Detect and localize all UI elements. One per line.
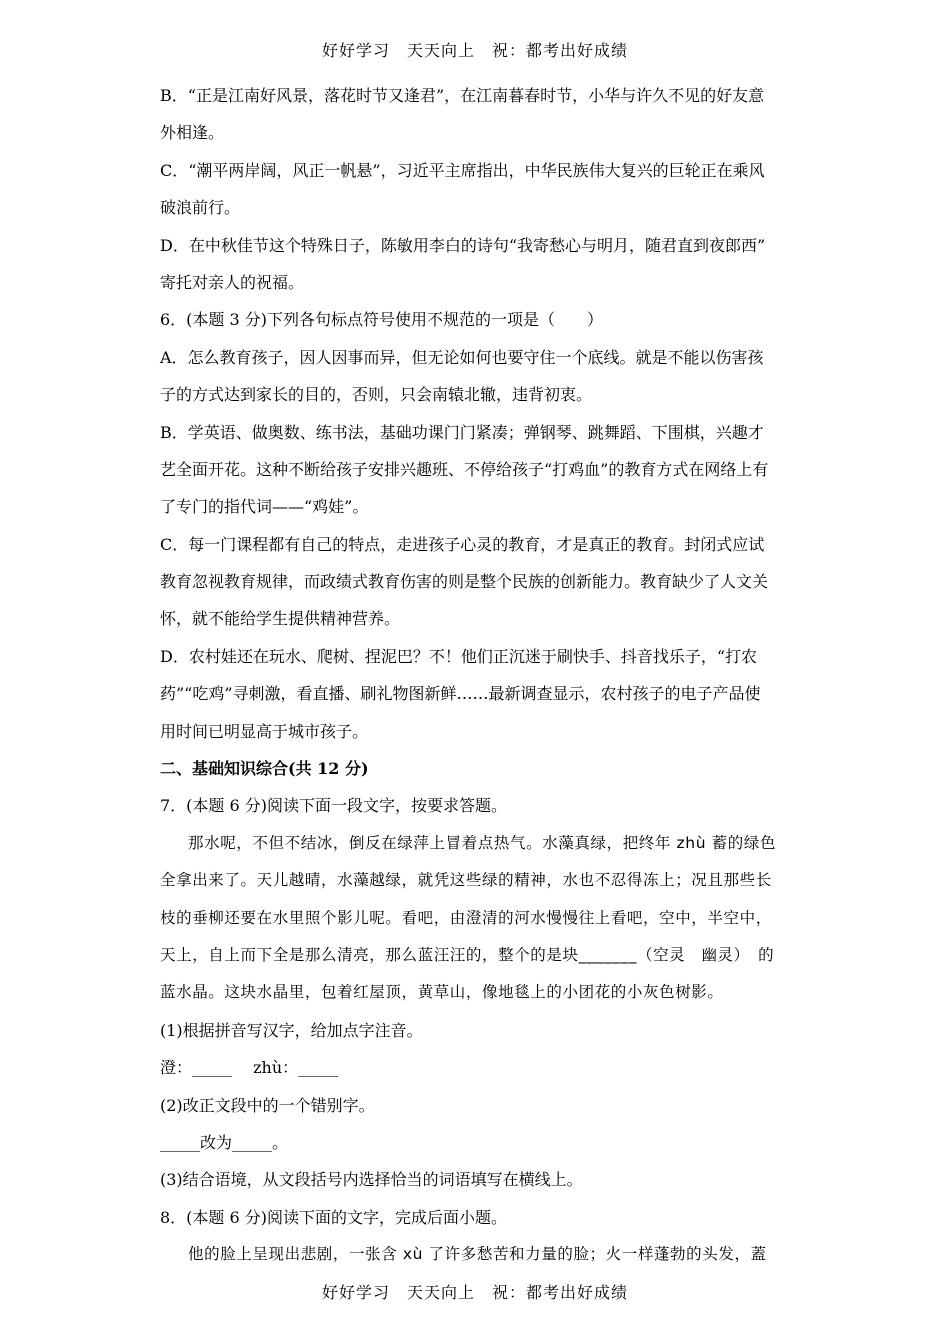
q7-sub-1: (1)根据拼音写汉字，给加点字注音。: [160, 1020, 423, 1040]
option-d-line-1: D．在中秋佳节这个特殊日子，陈敏用李白的诗句“我寄愁心与明月，随君直到夜郎西”: [160, 235, 766, 255]
q7-sub-2-answer-blanks: _____改为_____。: [160, 1132, 289, 1152]
q6-option-c-line-1: C．每一门课程都有自己的特点，走进孩子心灵的教育，才是真正的教育。封闭式应试: [160, 534, 765, 554]
question-6-stem: 6．(本题 3 分)下列各句标点符号使用不规范的一项是（ ）: [160, 310, 604, 330]
option-b-line-1: B．“正是江南好风景，落花时节又逢君”，在江南暮春时节，小华与许久不见的好友意: [160, 86, 765, 105]
passage-line-5: 蓝水晶。这块水晶里，包着红屋顶，黄草山，像地毯上的小团花的小灰色树影。: [160, 983, 724, 1002]
passage-line-1: 那水呢，不但不结冰，倒反在绿萍上冒着点热气。水藻真绿，把终年 zhù 蓄的绿色: [188, 833, 777, 852]
option-d-line-2: 寄托对亲人的祝福。: [160, 272, 305, 292]
section-2-heading: 二、基础知识综合(共 12 分): [160, 759, 369, 779]
q6-option-a-line-2: 子的方式达到家长的目的，否则，只会南辕北辙，违背初衷。: [160, 385, 593, 405]
q6-option-c-line-3: 怀，就不能给学生提供精神营养。: [160, 609, 401, 629]
q6-option-b-line-1: B．学英语、做奥数、练书法，基础功课门门紧凑；弹钢琴、跳舞蹈、下围棋，兴趣才: [160, 422, 764, 442]
passage-line-3: 枝的垂柳还要在水里照个影儿呢。看吧，由澄清的河水慢慢往上看吧，空中，半空中，: [160, 908, 772, 927]
question-8-stem: 8．(本题 6 分)阅读下面的文字，完成后面小题。: [160, 1207, 508, 1227]
option-b-line-2: 外相逢。: [160, 123, 225, 143]
page-header: 好好学习 天天向上 祝：都考出好成绩: [321, 41, 628, 60]
page-content: [160, 77, 800, 1274]
passage-line-4: 天上，自上而下全是那么清亮，那么蓝汪汪的，整个的是块_______（空灵 幽灵） 的: [160, 945, 775, 964]
q6-option-c-line-2: 教育忽视教育规律，而政绩式教育伤害的则是整个民族的创新能力。教育缺少了人文关: [160, 572, 769, 592]
q6-option-d-line-3: 用时间已明显高于城市孩子。: [160, 721, 369, 741]
q6-option-d-line-1: D．农村娃还在玩水、爬树、捏泥巴？不！他们正沉迷于刷快手、抖音找乐子，“打农: [160, 646, 758, 666]
q6-option-b-line-3: 了专门的指代词——“鸡娃”。: [160, 497, 369, 517]
page-footer: 好好学习 天天向上 祝：都考出好成绩: [321, 1283, 628, 1302]
question-7-stem: 7．(本题 6 分)阅读下面一段文字，按要求答题。: [160, 796, 508, 816]
q6-option-a-line-1: A．怎么教育孩子，因人因事而异，但无论如何也要守住一个底线。就是不能以伤害孩: [160, 347, 764, 367]
option-c-line-2: 破浪前行。: [160, 198, 241, 218]
q8-passage-line-1: 他的脸上呈现出悲剧，一张含 xù 了许多愁苦和力量的脸；火一样蓬勃的头发，蓋: [188, 1245, 767, 1264]
q7-sub-3: (3)结合语境，从文段括号内选择恰当的词语填写在横线上。: [160, 1170, 583, 1190]
option-c-line-1: C．“潮平两岸阔，风正一帆悬”，习近平主席指出，中华民族伟大复兴的巨轮正在乘风: [160, 160, 765, 180]
passage-line-2: 全拿出来了。天儿越晴，水藻越绿，就凭这些绿的精神，水也不忍得冻上；况且那些长: [160, 871, 772, 890]
q7-sub-2: (2)改正文段中的一个错别字。: [160, 1095, 375, 1115]
q6-option-b-line-2: 艺全面开花。这种不断给孩子安排兴趣班、不停给孩子“打鸡血”的教育方式在网络上有: [160, 459, 769, 479]
q6-option-d-line-2: 药”“吃鸡”寻刺激，看直播、刷礼物图新鲜……最新调查显示，农村孩子的电子产品使: [160, 684, 761, 704]
q7-sub-1-answer-blanks: 澄：_____ zhù：_____: [160, 1058, 339, 1078]
